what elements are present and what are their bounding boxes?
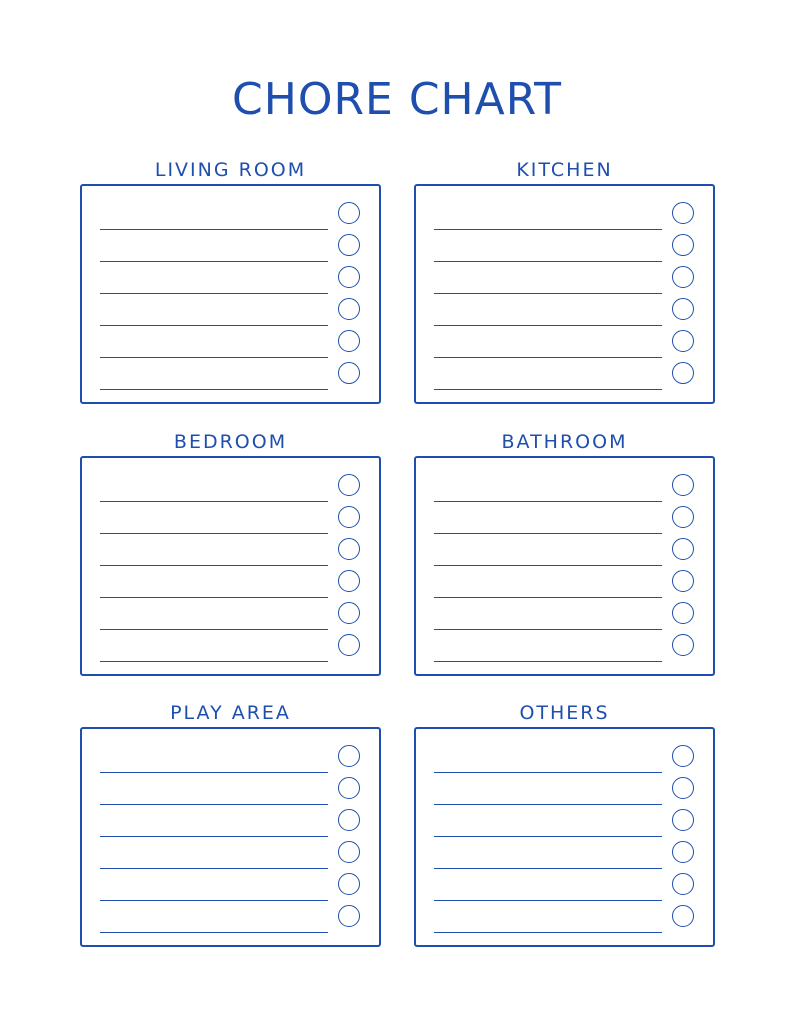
chore-checkbox-circle[interactable] (338, 777, 360, 799)
chore-checkbox-circle[interactable] (338, 298, 360, 320)
chore-row (434, 570, 700, 598)
chore-box (414, 184, 715, 404)
chore-row (100, 745, 366, 773)
chore-write-line[interactable] (100, 389, 328, 390)
chore-write-line[interactable] (100, 836, 328, 837)
chore-write-line[interactable] (434, 804, 662, 805)
chore-checkbox-circle[interactable] (672, 809, 694, 831)
chore-write-line[interactable] (434, 357, 662, 358)
section-label: KITCHEN (516, 159, 613, 181)
chore-row (434, 266, 700, 294)
chore-checkbox-circle[interactable] (338, 538, 360, 560)
chore-write-line[interactable] (100, 804, 328, 805)
chore-write-line[interactable] (100, 533, 328, 534)
section-label: PLAY AREA (170, 702, 291, 724)
chore-write-line[interactable] (434, 868, 662, 869)
chore-box (414, 456, 715, 676)
chore-write-line[interactable] (434, 293, 662, 294)
chore-row (100, 362, 366, 390)
chore-checkbox-circle[interactable] (672, 841, 694, 863)
chore-row (434, 841, 700, 869)
chore-write-line[interactable] (100, 293, 328, 294)
chore-row (434, 362, 700, 390)
chore-row (100, 538, 366, 566)
chore-write-line[interactable] (434, 261, 662, 262)
chore-box (80, 184, 381, 404)
chore-write-line[interactable] (100, 357, 328, 358)
chore-write-line[interactable] (434, 501, 662, 502)
chore-row (434, 234, 700, 262)
chore-write-line[interactable] (434, 389, 662, 390)
chore-checkbox-circle[interactable] (338, 330, 360, 352)
chore-row (434, 538, 700, 566)
chore-write-line[interactable] (434, 533, 662, 534)
chore-checkbox-circle[interactable] (338, 873, 360, 895)
chore-checkbox-circle[interactable] (338, 841, 360, 863)
chore-checkbox-circle[interactable] (338, 634, 360, 656)
chore-checkbox-circle[interactable] (672, 202, 694, 224)
chore-checkbox-circle[interactable] (338, 809, 360, 831)
chore-checkbox-circle[interactable] (338, 745, 360, 767)
chore-row (100, 298, 366, 326)
chore-row (100, 634, 366, 662)
chore-write-line[interactable] (100, 932, 328, 933)
chore-row (100, 570, 366, 598)
section-label: BATHROOM (501, 431, 628, 453)
chore-row (434, 634, 700, 662)
chore-write-line[interactable] (434, 565, 662, 566)
chore-row (434, 202, 700, 230)
chore-checkbox-circle[interactable] (672, 234, 694, 256)
chore-checkbox-circle[interactable] (338, 202, 360, 224)
chore-write-line[interactable] (100, 565, 328, 566)
chore-write-line[interactable] (434, 597, 662, 598)
section-label: OTHERS (519, 702, 610, 724)
chore-write-line[interactable] (434, 325, 662, 326)
chore-write-line[interactable] (434, 229, 662, 230)
chore-row (434, 809, 700, 837)
chore-checkbox-circle[interactable] (338, 474, 360, 496)
chore-write-line[interactable] (434, 836, 662, 837)
chore-checkbox-circle[interactable] (338, 234, 360, 256)
chore-row (434, 330, 700, 358)
chore-write-line[interactable] (100, 325, 328, 326)
chore-checkbox-circle[interactable] (672, 506, 694, 528)
chore-row (100, 905, 366, 933)
chore-write-line[interactable] (100, 501, 328, 502)
chore-write-line[interactable] (100, 629, 328, 630)
chore-write-line[interactable] (100, 772, 328, 773)
chore-checkbox-circle[interactable] (672, 570, 694, 592)
chore-write-line[interactable] (434, 900, 662, 901)
chore-write-line[interactable] (434, 629, 662, 630)
chore-checkbox-circle[interactable] (672, 298, 694, 320)
chore-row (434, 905, 700, 933)
page-title: CHORE CHART (232, 74, 562, 125)
chore-row (434, 873, 700, 901)
chore-write-line[interactable] (100, 900, 328, 901)
chore-write-line[interactable] (100, 597, 328, 598)
chore-row (100, 330, 366, 358)
chore-row (434, 474, 700, 502)
chore-checkbox-circle[interactable] (338, 362, 360, 384)
chore-checkbox-circle[interactable] (338, 602, 360, 624)
chore-box (80, 456, 381, 676)
chore-checkbox-circle[interactable] (672, 330, 694, 352)
chore-row (100, 266, 366, 294)
chore-row (434, 506, 700, 534)
chore-row (434, 298, 700, 326)
chore-row (434, 602, 700, 630)
chore-checkbox-circle[interactable] (338, 266, 360, 288)
chore-checkbox-circle[interactable] (672, 538, 694, 560)
chore-write-line[interactable] (100, 261, 328, 262)
chore-row (434, 745, 700, 773)
chore-checkbox-circle[interactable] (338, 905, 360, 927)
chore-row (100, 841, 366, 869)
chore-checkbox-circle[interactable] (672, 873, 694, 895)
chore-checkbox-circle[interactable] (338, 506, 360, 528)
chore-row (100, 506, 366, 534)
chore-row (100, 202, 366, 230)
chore-row (100, 602, 366, 630)
chore-write-line[interactable] (100, 229, 328, 230)
section-label: LIVING ROOM (154, 159, 307, 181)
chore-checkbox-circle[interactable] (338, 570, 360, 592)
chore-write-line[interactable] (434, 772, 662, 773)
chore-checkbox-circle[interactable] (672, 474, 694, 496)
chore-checkbox-circle[interactable] (672, 602, 694, 624)
chore-write-line[interactable] (434, 932, 662, 933)
section-label: BEDROOM (173, 431, 288, 453)
chore-checkbox-circle[interactable] (672, 634, 694, 656)
chore-checkbox-circle[interactable] (672, 777, 694, 799)
chore-box (80, 727, 381, 947)
chore-row (100, 809, 366, 837)
chore-checkbox-circle[interactable] (672, 362, 694, 384)
chore-box (414, 727, 715, 947)
chore-row (434, 777, 700, 805)
chore-write-line[interactable] (434, 661, 662, 662)
chore-row (100, 234, 366, 262)
chore-write-line[interactable] (100, 868, 328, 869)
chore-row (100, 474, 366, 502)
chore-checkbox-circle[interactable] (672, 266, 694, 288)
chore-checkbox-circle[interactable] (672, 905, 694, 927)
chore-row (100, 873, 366, 901)
chore-checkbox-circle[interactable] (672, 745, 694, 767)
chore-row (100, 777, 366, 805)
chore-write-line[interactable] (100, 661, 328, 662)
